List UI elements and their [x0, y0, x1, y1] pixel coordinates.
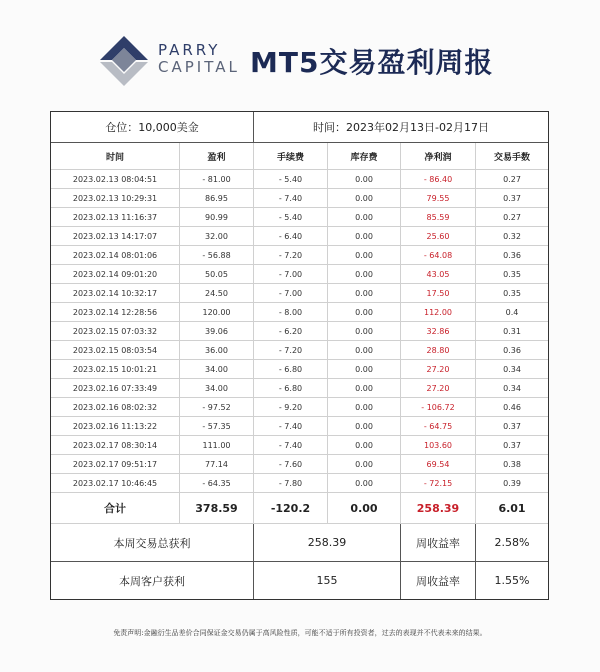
- column-header-row: [51, 143, 549, 170]
- cell-lots: 0.37: [476, 189, 549, 208]
- disclaimer: 免责声明:金融衍生品差价合同保证金交易仍属于高风险性质，可能不适于所有投资者，过去的表现并不代表未来的结果。: [113, 629, 487, 637]
- total-label: 合计: [51, 493, 180, 524]
- cell-lots: 0.37: [476, 436, 549, 455]
- period-cell: 时间：2023年02月13日-02月17日: [254, 112, 549, 143]
- col-header-net-profit: 净利润: [401, 143, 476, 170]
- cell-fee: - 7.20: [254, 341, 328, 360]
- table-row: [51, 265, 549, 284]
- brand-line1: PARRY: [158, 41, 221, 59]
- cell-profit: 34.00: [180, 379, 254, 398]
- cell-lots: 0.38: [476, 455, 549, 474]
- parry-capital-logo: [98, 34, 150, 86]
- cell-fee: - 7.40: [254, 417, 328, 436]
- cell-lots: 0.35: [476, 284, 549, 303]
- cell-fee: - 7.60: [254, 455, 328, 474]
- cell-lots: 0.27: [476, 170, 549, 189]
- table-row: [51, 474, 549, 493]
- cell-fee: - 7.80: [254, 474, 328, 493]
- cell-swap: 0.00: [328, 455, 401, 474]
- cell-net-profit: 69.54: [401, 455, 476, 474]
- cell-fee: - 6.80: [254, 360, 328, 379]
- cell-net-profit: 27.20: [401, 379, 476, 398]
- summary-rate-label: 周收益率: [401, 562, 476, 600]
- cell-lots: 0.4: [476, 303, 549, 322]
- cell-net-profit: - 64.75: [401, 417, 476, 436]
- summary-label: 本周交易总获利: [51, 524, 254, 562]
- cell-swap: 0.00: [328, 417, 401, 436]
- total-swap: 0.00: [328, 493, 401, 524]
- cell-net-profit: 43.05: [401, 265, 476, 284]
- table-row: [51, 284, 549, 303]
- cell-swap: 0.00: [328, 246, 401, 265]
- cell-net-profit: 103.60: [401, 436, 476, 455]
- cell-time: 2023.02.14 12:28:56: [51, 303, 180, 322]
- cell-net-profit: 112.00: [401, 303, 476, 322]
- table-row: [51, 208, 549, 227]
- page-title: MT5交易盈利周报: [250, 46, 494, 79]
- header: [0, 28, 600, 98]
- summary-rate: 1.55%: [476, 562, 549, 600]
- cell-net-profit: 27.20: [401, 360, 476, 379]
- cell-profit: 50.05: [180, 265, 254, 284]
- total-lots: 6.01: [476, 493, 549, 524]
- cell-profit: - 56.88: [180, 246, 254, 265]
- brand-line2: CAPITAL: [158, 58, 240, 76]
- summary-row-client: [51, 562, 549, 600]
- cell-swap: 0.00: [328, 474, 401, 493]
- cell-time: 2023.02.17 09:51:17: [51, 455, 180, 474]
- cell-profit: 39.06: [180, 322, 254, 341]
- cell-fee: - 6.40: [254, 227, 328, 246]
- cell-swap: 0.00: [328, 436, 401, 455]
- summary-row-total: [51, 524, 549, 562]
- cell-fee: - 7.00: [254, 265, 328, 284]
- table-row: [51, 246, 549, 265]
- cell-profit: 111.00: [180, 436, 254, 455]
- cell-time: 2023.02.14 10:32:17: [51, 284, 180, 303]
- col-header-time: 时间: [51, 143, 180, 170]
- cell-time: 2023.02.15 08:03:54: [51, 341, 180, 360]
- cell-swap: 0.00: [328, 189, 401, 208]
- cell-net-profit: 85.59: [401, 208, 476, 227]
- cell-fee: - 7.20: [254, 246, 328, 265]
- cell-time: 2023.02.13 11:16:37: [51, 208, 180, 227]
- cell-profit: 24.50: [180, 284, 254, 303]
- summary-value: 258.39: [254, 524, 401, 562]
- cell-fee: - 9.20: [254, 398, 328, 417]
- cell-time: 2023.02.15 10:01:21: [51, 360, 180, 379]
- total-fee: -120.2: [254, 493, 328, 524]
- summary-rate: 2.58%: [476, 524, 549, 562]
- cell-swap: 0.00: [328, 208, 401, 227]
- col-header-lots: 交易手数: [476, 143, 549, 170]
- cell-fee: - 7.40: [254, 189, 328, 208]
- cell-profit: - 57.35: [180, 417, 254, 436]
- cell-swap: 0.00: [328, 227, 401, 246]
- cell-time: 2023.02.16 11:13:22: [51, 417, 180, 436]
- cell-swap: 0.00: [328, 341, 401, 360]
- table-row: [51, 170, 549, 189]
- cell-swap: 0.00: [328, 379, 401, 398]
- cell-swap: 0.00: [328, 170, 401, 189]
- cell-time: 2023.02.16 07:33:49: [51, 379, 180, 398]
- cell-fee: - 5.40: [254, 208, 328, 227]
- cell-lots: 0.34: [476, 379, 549, 398]
- cell-time: 2023.02.13 08:04:51: [51, 170, 180, 189]
- cell-net-profit: 25.60: [401, 227, 476, 246]
- cell-swap: 0.00: [328, 322, 401, 341]
- cell-time: 2023.02.14 09:01:20: [51, 265, 180, 284]
- table-row: [51, 436, 549, 455]
- table-top-row: [51, 112, 549, 143]
- cell-lots: 0.31: [476, 322, 549, 341]
- cell-swap: 0.00: [328, 398, 401, 417]
- cell-time: 2023.02.15 07:03:32: [51, 322, 180, 341]
- cell-lots: 0.32: [476, 227, 549, 246]
- brand-name: [158, 42, 240, 76]
- table-row: [51, 455, 549, 474]
- cell-profit: 32.00: [180, 227, 254, 246]
- cell-swap: 0.00: [328, 303, 401, 322]
- cell-lots: 0.27: [476, 208, 549, 227]
- cell-profit: 86.95: [180, 189, 254, 208]
- total-profit: 378.59: [180, 493, 254, 524]
- cell-time: 2023.02.13 14:17:07: [51, 227, 180, 246]
- cell-fee: - 5.40: [254, 170, 328, 189]
- cell-lots: 0.34: [476, 360, 549, 379]
- table-row: [51, 227, 549, 246]
- cell-time: 2023.02.13 10:29:31: [51, 189, 180, 208]
- cell-fee: - 6.80: [254, 379, 328, 398]
- cell-net-profit: - 64.08: [401, 246, 476, 265]
- col-header-fee: 手续费: [254, 143, 328, 170]
- position-cell: 仓位：10,000美金: [51, 112, 254, 143]
- total-net: 258.39: [401, 493, 476, 524]
- col-header-swap: 库存费: [328, 143, 401, 170]
- table-row: [51, 360, 549, 379]
- cell-fee: - 7.40: [254, 436, 328, 455]
- cell-time: 2023.02.17 08:30:14: [51, 436, 180, 455]
- cell-time: 2023.02.16 08:02:32: [51, 398, 180, 417]
- cell-lots: 0.36: [476, 341, 549, 360]
- cell-time: 2023.02.14 08:01:06: [51, 246, 180, 265]
- summary-value: 155: [254, 562, 401, 600]
- weekly-report-table: [50, 111, 549, 600]
- summary-label: 本周客户获利: [51, 562, 254, 600]
- table-row: [51, 379, 549, 398]
- table-row: [51, 341, 549, 360]
- table-row: [51, 398, 549, 417]
- cell-net-profit: 28.80: [401, 341, 476, 360]
- cell-profit: - 81.00: [180, 170, 254, 189]
- cell-lots: 0.37: [476, 417, 549, 436]
- cell-profit: 120.00: [180, 303, 254, 322]
- cell-profit: - 64.35: [180, 474, 254, 493]
- cell-fee: - 6.20: [254, 322, 328, 341]
- cell-net-profit: 79.55: [401, 189, 476, 208]
- cell-fee: - 7.00: [254, 284, 328, 303]
- cell-swap: 0.00: [328, 265, 401, 284]
- table-row: [51, 303, 549, 322]
- summary-rate-label: 周收益率: [401, 524, 476, 562]
- table-row: [51, 417, 549, 436]
- cell-time: 2023.02.17 10:46:45: [51, 474, 180, 493]
- cell-profit: 90.99: [180, 208, 254, 227]
- total-row: [51, 493, 549, 524]
- cell-profit: 77.14: [180, 455, 254, 474]
- cell-lots: 0.46: [476, 398, 549, 417]
- cell-swap: 0.00: [328, 284, 401, 303]
- cell-net-profit: 17.50: [401, 284, 476, 303]
- cell-profit: 36.00: [180, 341, 254, 360]
- cell-net-profit: - 72.15: [401, 474, 476, 493]
- cell-lots: 0.36: [476, 246, 549, 265]
- cell-swap: 0.00: [328, 360, 401, 379]
- cell-profit: - 97.52: [180, 398, 254, 417]
- cell-fee: - 8.00: [254, 303, 328, 322]
- cell-net-profit: 32.86: [401, 322, 476, 341]
- col-header-profit: 盈利: [180, 143, 254, 170]
- table-row: [51, 189, 549, 208]
- cell-lots: 0.35: [476, 265, 549, 284]
- cell-net-profit: - 106.72: [401, 398, 476, 417]
- cell-profit: 34.00: [180, 360, 254, 379]
- table-row: [51, 322, 549, 341]
- cell-net-profit: - 86.40: [401, 170, 476, 189]
- cell-lots: 0.39: [476, 474, 549, 493]
